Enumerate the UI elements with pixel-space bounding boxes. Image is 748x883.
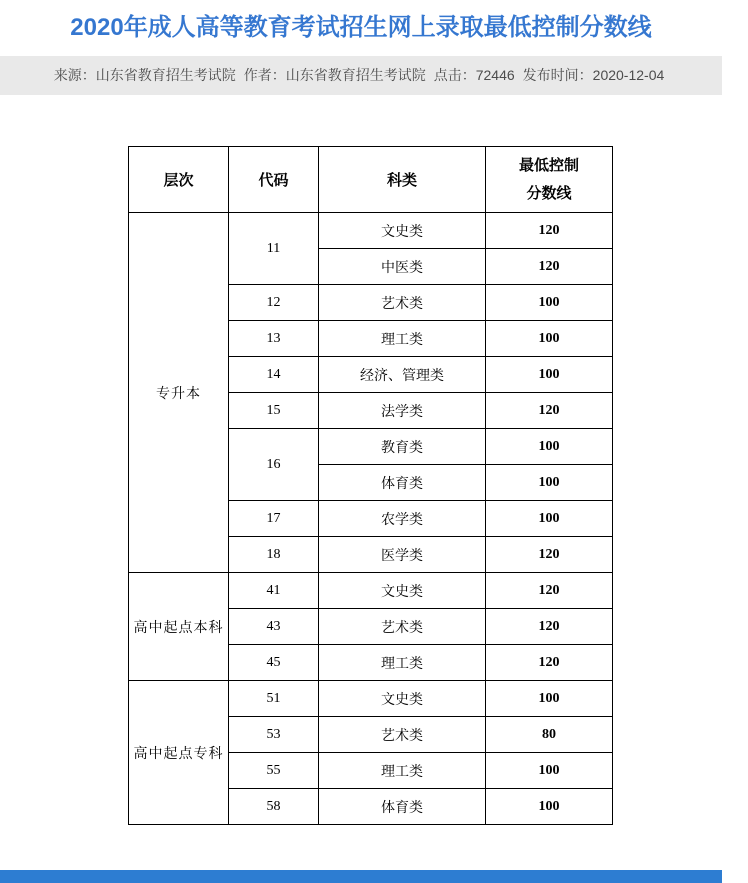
code-cell: 41 xyxy=(229,573,319,609)
score-cell: 120 xyxy=(486,645,613,681)
header-score-line2: 分数线 xyxy=(526,184,572,202)
meta-clicks xyxy=(434,67,519,83)
score-cell: 100 xyxy=(486,501,613,537)
header-code: 代码 xyxy=(229,147,319,213)
code-cell: 45 xyxy=(229,645,319,681)
meta-source-value: 山东省教育招生考试院 xyxy=(95,67,236,83)
meta-author xyxy=(244,67,430,83)
table-row xyxy=(129,573,613,609)
header-level: 层次 xyxy=(129,147,229,213)
header-score-line1: 最低控制 xyxy=(518,156,579,174)
score-cell: 120 xyxy=(486,393,613,429)
category-cell: 理工类 xyxy=(319,645,486,681)
code-cell: 51 xyxy=(229,681,319,717)
header-category: 科类 xyxy=(319,147,486,213)
page-title: 2020年成人高等教育考试招生网上录取最低控制分数线 xyxy=(70,14,652,41)
score-cell: 120 xyxy=(486,609,613,645)
meta-clicks-value: 72446 xyxy=(475,67,515,83)
category-cell: 经济、管理类 xyxy=(319,357,486,393)
score-cell: 120 xyxy=(486,213,613,249)
meta-source-label: 来源： xyxy=(53,67,96,83)
score-cell: 100 xyxy=(486,681,613,717)
category-cell: 艺术类 xyxy=(319,285,486,321)
code-cell: 13 xyxy=(229,321,319,357)
scores-table xyxy=(128,146,613,825)
score-cell: 100 xyxy=(486,429,613,465)
header-row xyxy=(129,147,613,213)
score-cell: 100 xyxy=(486,285,613,321)
category-cell: 体育类 xyxy=(319,789,486,825)
category-cell: 理工类 xyxy=(319,321,486,357)
category-cell: 文史类 xyxy=(319,213,486,249)
category-cell: 体育类 xyxy=(319,465,486,501)
article-meta-bar xyxy=(0,56,722,95)
code-cell: 18 xyxy=(229,537,319,573)
category-cell: 中医类 xyxy=(319,249,486,285)
code-cell: 14 xyxy=(229,357,319,393)
score-cell: 100 xyxy=(486,753,613,789)
level-cell: 高中起点本科 xyxy=(129,573,229,681)
score-cell: 120 xyxy=(486,573,613,609)
category-cell: 艺术类 xyxy=(319,717,486,753)
code-cell: 15 xyxy=(229,393,319,429)
score-cell: 100 xyxy=(486,789,613,825)
footer-bar xyxy=(0,870,722,883)
table-row xyxy=(129,681,613,717)
code-cell: 16 xyxy=(229,429,319,501)
score-cell: 120 xyxy=(486,537,613,573)
category-cell: 医学类 xyxy=(319,537,486,573)
meta-clicks-label: 点击： xyxy=(433,67,476,83)
scores-table-wrapper xyxy=(128,146,722,825)
meta-author-value: 山东省教育招生考试院 xyxy=(285,67,426,83)
category-cell: 法学类 xyxy=(319,393,486,429)
header-score xyxy=(486,147,613,213)
category-cell: 艺术类 xyxy=(319,609,486,645)
score-cell: 100 xyxy=(486,465,613,501)
meta-source xyxy=(54,67,240,83)
level-cell: 专升本 xyxy=(129,213,229,573)
category-cell: 农学类 xyxy=(319,501,486,537)
category-cell: 文史类 xyxy=(319,573,486,609)
score-cell: 100 xyxy=(486,321,613,357)
code-cell: 53 xyxy=(229,717,319,753)
meta-author-label: 作者： xyxy=(243,67,286,83)
code-cell: 11 xyxy=(229,213,319,285)
meta-publish-date xyxy=(523,67,669,83)
code-cell: 17 xyxy=(229,501,319,537)
score-cell: 100 xyxy=(486,357,613,393)
table-row xyxy=(129,213,613,249)
level-cell: 高中起点专科 xyxy=(129,681,229,825)
score-cell: 80 xyxy=(486,717,613,753)
code-cell: 55 xyxy=(229,753,319,789)
category-cell: 理工类 xyxy=(319,753,486,789)
meta-date-value: 2020-12-04 xyxy=(592,67,665,83)
code-cell: 58 xyxy=(229,789,319,825)
category-cell: 文史类 xyxy=(319,681,486,717)
code-cell: 12 xyxy=(229,285,319,321)
score-cell: 120 xyxy=(486,249,613,285)
meta-date-label: 发布时间： xyxy=(522,67,593,83)
code-cell: 43 xyxy=(229,609,319,645)
category-cell: 教育类 xyxy=(319,429,486,465)
